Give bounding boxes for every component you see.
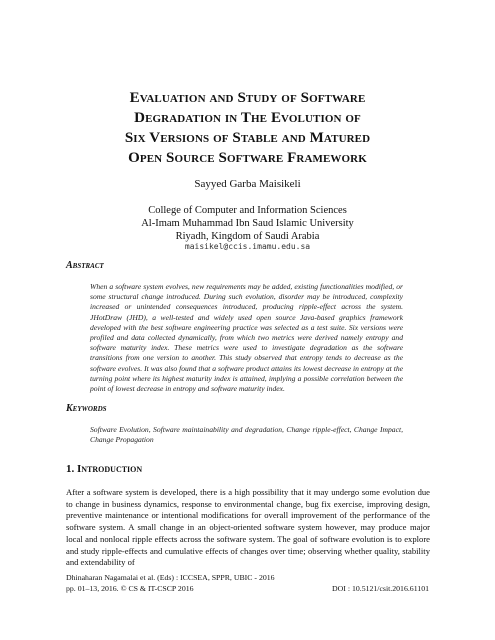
introduction-heading: 1. Introduction — [66, 463, 143, 475]
abstract-heading: Abstract — [66, 260, 104, 271]
footer-pages: pp. 01–13, 2016. © CS & IT-CSCP 2016 — [66, 584, 194, 593]
keywords-heading: Keywords — [66, 403, 107, 414]
footer-editors: Dhinaharan Nagamalai et al. (Eds) : ICCSEA, SPPR, UBIC - 2016 — [66, 573, 275, 582]
author-name: Sayyed Garba Maisikeli — [194, 178, 301, 190]
title-line: Degradation in The Evolution of — [134, 110, 361, 126]
footer-doi: DOI : 10.5121/csit.2016.61101 — [332, 584, 429, 593]
author-email: maisikel@ccis.imamu.edu.sa — [184, 242, 311, 251]
abstract-text: When a software system evolves, new requirements may be added, existing functionalities modified, or some structural change introduced. During such evolution, disorder may be introduced, complexity increased or unintended consequences introduced, producing ripple-effect across the system. JHotDraw (JHD), a well-tested and widely used open source Java-based graphics framework developed with the best software engineering practice was selected as a test suite. Six versions were profiled and data collected dynamically, from which two metrics were derived namely entropy and software maturity index. These metrics were used to investigate degradation as the software transitions from one version to another. This study observed that entropy tends to decrease as the software evolves. It was also found that a software product attains its lowest decrease in entropy at the turning point where its highest maturity index is attained, implying a possible correlation between the point of lowest decrease in entropy and software maturity index. — [90, 282, 403, 394]
title-line: Evaluation and Study of Software — [129, 90, 366, 106]
affiliation-line: Al-Imam Muhammad Ibn Saud Islamic University — [141, 218, 354, 229]
footer-citation — [66, 572, 275, 594]
title-line: Open Source Software Framework — [128, 150, 367, 166]
affiliation-line: College of Computer and Information Sciences — [148, 205, 347, 216]
title-line: Six Versions of Stable and Matured — [124, 130, 371, 146]
paper-title — [40, 88, 455, 168]
affiliation-line: Riyadh, Kingdom of Saudi Arabia — [175, 231, 320, 242]
keywords-text: Software Evolution, Software maintainability and degradation, Change ripple-effect, Change Impact, Change Propagation — [90, 425, 403, 445]
author-affiliation — [0, 204, 495, 243]
introduction-text: After a software system is developed, there is a high possibility that it may undergo some evolution due to change in business dynamics, response to environmental change, bug fix exercise, improving design, preventive maintenance or intentional modifications for overall improvement of the performance of the software system. A small change in an object-oriented software system however, may produce major local and nonlocal ripple effects across the software system. The goal of software evolution is to explore and study ripple-effects and cumulative effects of changes over time; observing whether quality, stability and extendability of — [66, 487, 430, 568]
